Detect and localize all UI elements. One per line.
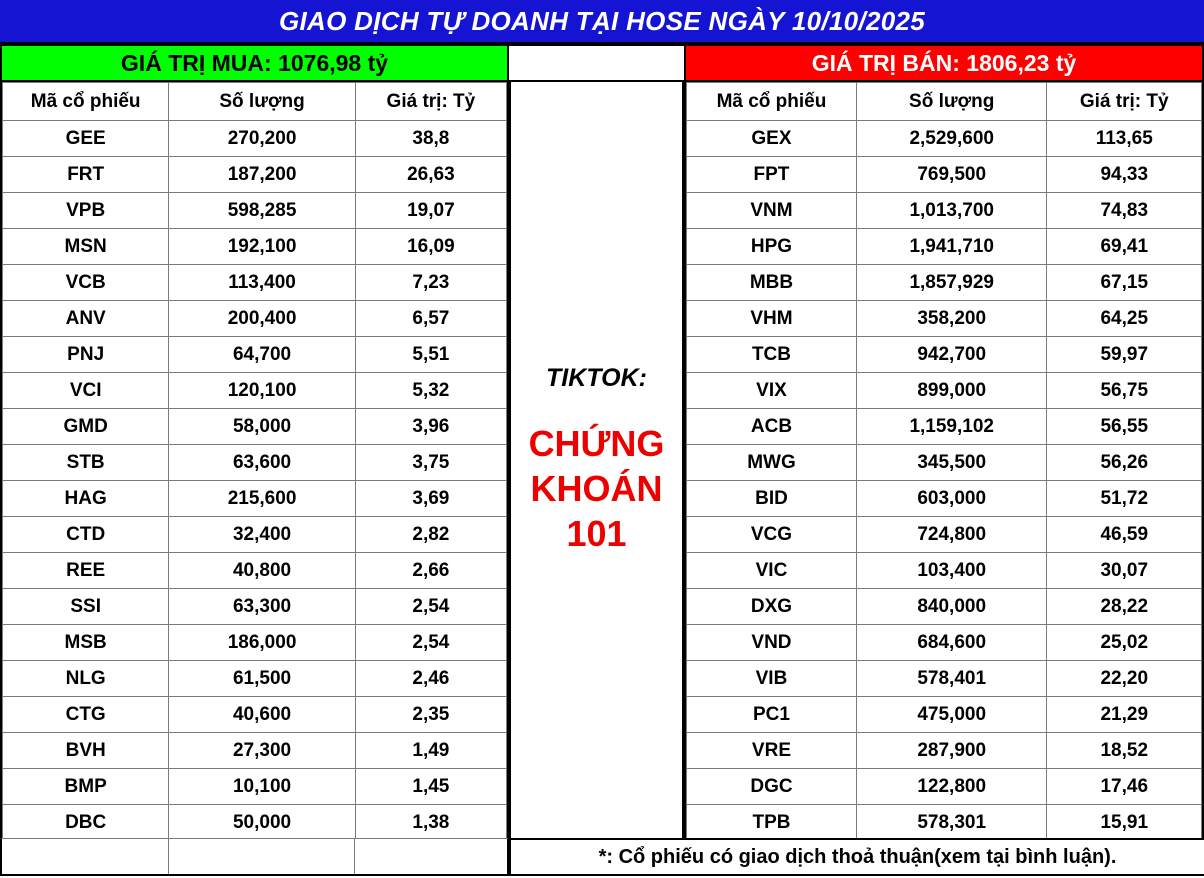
- table-row: [687, 265, 1202, 301]
- table-row: [687, 625, 1202, 661]
- value-cell: 2,82: [355, 517, 506, 553]
- ticker-cell: DGC: [687, 769, 857, 805]
- quantity-cell: 1,941,710: [856, 229, 1047, 265]
- sell-header-row: [687, 83, 1202, 121]
- buy-table: [2, 82, 507, 841]
- quantity-cell: 1,013,700: [856, 193, 1047, 229]
- table-row: [687, 517, 1202, 553]
- quantity-cell: 187,200: [169, 157, 355, 193]
- value-cell: 2,66: [355, 553, 506, 589]
- value-cell: 51,72: [1047, 481, 1202, 517]
- value-cell: 64,25: [1047, 301, 1202, 337]
- middle-blank-banner: [509, 44, 684, 82]
- value-cell: 67,15: [1047, 265, 1202, 301]
- buy-empty-cell-qty: [169, 839, 356, 874]
- quantity-cell: 50,000: [169, 805, 355, 841]
- ticker-cell: VNM: [687, 193, 857, 229]
- value-cell: 22,20: [1047, 661, 1202, 697]
- quantity-cell: 27,300: [169, 733, 355, 769]
- ticker-cell: TCB: [687, 337, 857, 373]
- ticker-cell: PC1: [687, 697, 857, 733]
- value-cell: 6,57: [355, 301, 506, 337]
- ticker-cell: VIX: [687, 373, 857, 409]
- quantity-cell: 287,900: [856, 733, 1047, 769]
- quantity-cell: 200,400: [169, 301, 355, 337]
- buy-header-qty: Số lượng: [169, 83, 355, 121]
- quantity-cell: 32,400: [169, 517, 355, 553]
- quantity-cell: 113,400: [169, 265, 355, 301]
- ticker-cell: BVH: [3, 733, 169, 769]
- table-row: [687, 373, 1202, 409]
- value-cell: 3,96: [355, 409, 506, 445]
- quantity-cell: 358,200: [856, 301, 1047, 337]
- quantity-cell: 122,800: [856, 769, 1047, 805]
- content-area: [0, 44, 1204, 878]
- table-row: [3, 517, 507, 553]
- ticker-cell: VCG: [687, 517, 857, 553]
- ticker-cell: BID: [687, 481, 857, 517]
- value-cell: 1,45: [355, 769, 506, 805]
- ticker-cell: FRT: [3, 157, 169, 193]
- quantity-cell: 942,700: [856, 337, 1047, 373]
- value-cell: 74,83: [1047, 193, 1202, 229]
- sell-header-ticker: Mã cổ phiếu: [687, 83, 857, 121]
- table-row: [3, 661, 507, 697]
- ticker-cell: BMP: [3, 769, 169, 805]
- sell-table-body: [687, 121, 1202, 841]
- value-cell: 69,41: [1047, 229, 1202, 265]
- quantity-cell: 2,529,600: [856, 121, 1047, 157]
- quantity-cell: 192,100: [169, 229, 355, 265]
- table-row: [687, 409, 1202, 445]
- ticker-cell: MBB: [687, 265, 857, 301]
- quantity-cell: 578,301: [856, 805, 1047, 841]
- buy-header-row: [3, 83, 507, 121]
- table-row: [687, 769, 1202, 805]
- quantity-cell: 1,159,102: [856, 409, 1047, 445]
- ticker-cell: VPB: [3, 193, 169, 229]
- buy-table-wrap: [0, 82, 509, 843]
- table-row: [3, 229, 507, 265]
- ticker-cell: DXG: [687, 589, 857, 625]
- table-row: [3, 805, 507, 841]
- value-cell: 28,22: [1047, 589, 1202, 625]
- table-row: [687, 697, 1202, 733]
- ticker-cell: VCB: [3, 265, 169, 301]
- ticker-cell: REE: [3, 553, 169, 589]
- quantity-cell: 120,100: [169, 373, 355, 409]
- table-row: [3, 733, 507, 769]
- quantity-cell: 64,700: [169, 337, 355, 373]
- value-cell: 17,46: [1047, 769, 1202, 805]
- table-row: [3, 193, 507, 229]
- ticker-cell: GEX: [687, 121, 857, 157]
- table-row: [687, 157, 1202, 193]
- table-row: [687, 193, 1202, 229]
- table-row: [3, 589, 507, 625]
- quantity-cell: 63,300: [169, 589, 355, 625]
- table-row: [687, 481, 1202, 517]
- ticker-cell: DBC: [3, 805, 169, 841]
- quantity-cell: 840,000: [856, 589, 1047, 625]
- buy-total-banner: GIÁ TRỊ MUA: 1076,98 tỷ: [0, 44, 509, 82]
- page-title: GIAO DỊCH TỰ DOANH TẠI HOSE NGÀY 10/10/2025: [0, 0, 1204, 44]
- table-row: [3, 409, 507, 445]
- value-cell: 3,75: [355, 445, 506, 481]
- table-row: [687, 301, 1202, 337]
- table-row: [687, 553, 1202, 589]
- ticker-cell: NLG: [3, 661, 169, 697]
- ticker-cell: HPG: [687, 229, 857, 265]
- value-cell: 15,91: [1047, 805, 1202, 841]
- channel-name-line3: 101: [566, 513, 627, 554]
- table-row: [3, 625, 507, 661]
- quantity-cell: 40,600: [169, 697, 355, 733]
- table-row: [687, 733, 1202, 769]
- ticker-cell: ACB: [687, 409, 857, 445]
- table-row: [3, 265, 507, 301]
- table-row: [3, 553, 507, 589]
- value-cell: 7,23: [355, 265, 506, 301]
- value-cell: 21,29: [1047, 697, 1202, 733]
- ticker-cell: STB: [3, 445, 169, 481]
- value-cell: 30,07: [1047, 553, 1202, 589]
- quantity-cell: 1,857,929: [856, 265, 1047, 301]
- value-cell: 113,65: [1047, 121, 1202, 157]
- table-row: [687, 805, 1202, 841]
- ticker-cell: VHM: [687, 301, 857, 337]
- value-cell: 2,54: [355, 625, 506, 661]
- sell-total-banner: GIÁ TRỊ BÁN: 1806,23 tỷ: [684, 44, 1204, 82]
- quantity-cell: 10,100: [169, 769, 355, 805]
- table-row: [3, 157, 507, 193]
- value-cell: 59,97: [1047, 337, 1202, 373]
- quantity-cell: 61,500: [169, 661, 355, 697]
- value-cell: 56,26: [1047, 445, 1202, 481]
- ticker-cell: SSI: [3, 589, 169, 625]
- sell-table-wrap: [684, 82, 1204, 843]
- table-row: [3, 373, 507, 409]
- table-row: [3, 301, 507, 337]
- quantity-cell: 603,000: [856, 481, 1047, 517]
- quantity-cell: 58,000: [169, 409, 355, 445]
- quantity-cell: 40,800: [169, 553, 355, 589]
- channel-name-line1: CHỨNG: [528, 423, 665, 464]
- sell-header-qty: Số lượng: [856, 83, 1047, 121]
- value-cell: 25,02: [1047, 625, 1202, 661]
- table-row: [3, 769, 507, 805]
- tiktok-label: TIKTOK:: [546, 364, 647, 392]
- value-cell: 56,55: [1047, 409, 1202, 445]
- ticker-cell: CTD: [3, 517, 169, 553]
- ticker-cell: PNJ: [3, 337, 169, 373]
- value-cell: 2,35: [355, 697, 506, 733]
- table-row: [687, 229, 1202, 265]
- value-cell: 56,75: [1047, 373, 1202, 409]
- value-cell: 1,49: [355, 733, 506, 769]
- quantity-cell: 684,600: [856, 625, 1047, 661]
- table-row: [687, 589, 1202, 625]
- table-row: [687, 121, 1202, 157]
- value-cell: 18,52: [1047, 733, 1202, 769]
- table-row: [687, 337, 1202, 373]
- ticker-cell: ANV: [3, 301, 169, 337]
- ticker-cell: VND: [687, 625, 857, 661]
- quantity-cell: 215,600: [169, 481, 355, 517]
- ticker-cell: FPT: [687, 157, 857, 193]
- quantity-cell: 475,000: [856, 697, 1047, 733]
- table-row: [3, 697, 507, 733]
- footnote: *: Cổ phiếu có giao dịch thoả thuận(xem tại bình luận).: [509, 838, 1204, 876]
- quantity-cell: 899,000: [856, 373, 1047, 409]
- value-cell: 38,8: [355, 121, 506, 157]
- buy-column: [0, 44, 509, 878]
- buy-header-value: Giá trị: Tỷ: [355, 83, 506, 121]
- ticker-cell: MSB: [3, 625, 169, 661]
- value-cell: 26,63: [355, 157, 506, 193]
- sell-column: [684, 44, 1204, 878]
- value-cell: 2,54: [355, 589, 506, 625]
- table-row: [687, 445, 1202, 481]
- value-cell: 3,69: [355, 481, 506, 517]
- middle-column: [509, 44, 684, 878]
- ticker-cell: CTG: [3, 697, 169, 733]
- quantity-cell: 598,285: [169, 193, 355, 229]
- quantity-cell: 103,400: [856, 553, 1047, 589]
- ticker-cell: VRE: [687, 733, 857, 769]
- buy-table-empty-row: [0, 838, 509, 876]
- ticker-cell: GEE: [3, 121, 169, 157]
- ticker-cell: GMD: [3, 409, 169, 445]
- value-cell: 5,32: [355, 373, 506, 409]
- table-row: [3, 481, 507, 517]
- table-row: [3, 445, 507, 481]
- channel-branding: [509, 82, 684, 840]
- quantity-cell: 724,800: [856, 517, 1047, 553]
- quantity-cell: 345,500: [856, 445, 1047, 481]
- buy-table-body: [3, 121, 507, 841]
- ticker-cell: MWG: [687, 445, 857, 481]
- channel-name-line2: KHOÁN: [530, 468, 663, 509]
- quantity-cell: 769,500: [856, 157, 1047, 193]
- ticker-cell: MSN: [3, 229, 169, 265]
- value-cell: 16,09: [355, 229, 506, 265]
- ticker-cell: TPB: [687, 805, 857, 841]
- table-row: [687, 661, 1202, 697]
- ticker-cell: VIB: [687, 661, 857, 697]
- quantity-cell: 578,401: [856, 661, 1047, 697]
- buy-header-ticker: Mã cổ phiếu: [3, 83, 169, 121]
- channel-name: [529, 421, 665, 556]
- sell-table: [686, 82, 1202, 841]
- quantity-cell: 63,600: [169, 445, 355, 481]
- value-cell: 46,59: [1047, 517, 1202, 553]
- value-cell: 1,38: [355, 805, 506, 841]
- ticker-cell: VCI: [3, 373, 169, 409]
- table-row: [3, 121, 507, 157]
- value-cell: 19,07: [355, 193, 506, 229]
- quantity-cell: 186,000: [169, 625, 355, 661]
- buy-empty-cell-ticker: [2, 839, 169, 874]
- sell-header-value: Giá trị: Tỷ: [1047, 83, 1202, 121]
- value-cell: 2,46: [355, 661, 506, 697]
- ticker-cell: VIC: [687, 553, 857, 589]
- quantity-cell: 270,200: [169, 121, 355, 157]
- ticker-cell: HAG: [3, 481, 169, 517]
- value-cell: 94,33: [1047, 157, 1202, 193]
- value-cell: 5,51: [355, 337, 506, 373]
- table-row: [3, 337, 507, 373]
- buy-empty-cell-value: [355, 839, 507, 874]
